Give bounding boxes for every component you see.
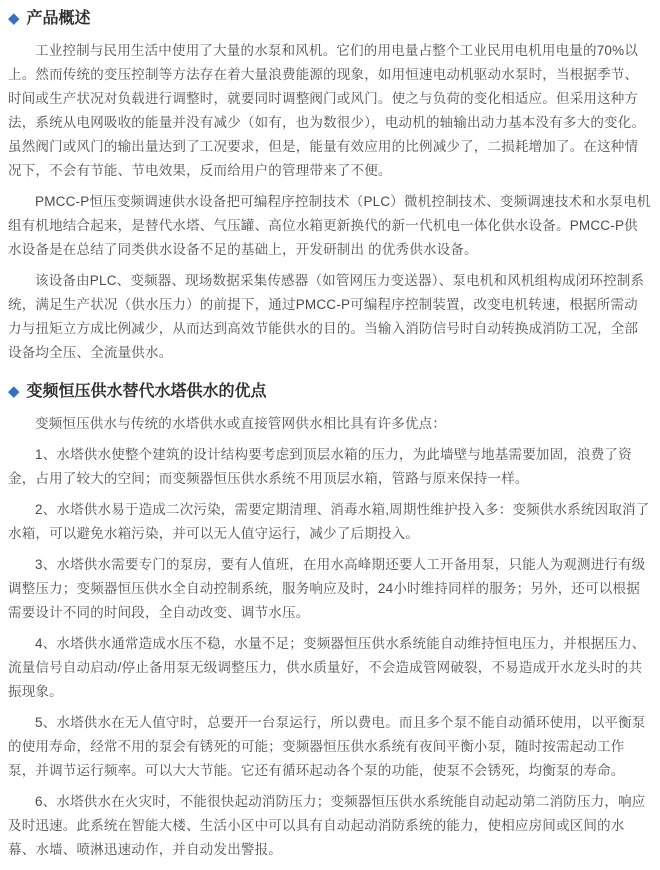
- paragraph-overview-1: 工业控制与民用生活中使用了大量的水泵和风机。它们的用电量占整个工业民用电机用电量的70%以上。然而传统的变压控制等方法存在着大量浪费能源的现象，如用恒速电动机驱动水泵时，当根据季节、时间或生产状况对负载进行调整时，就要同时调整阀门或风门。使之与负荷的变化相适应。但采用这种方法，系统从电网吸收的能量并没有减少（如有，也为数很少），电动机的轴输出动力基本没有多大的变化。虽然阀门或风门的输出量达到了工况要求，但是，能量有效应用的比例减少了，二损耗增加了。在这种情况下，不会有节能、节电效果，反而给用户的管理带来了不便。: [8, 43, 646, 178]
- section-title-advantages: 变频恒压供水替代水塔供水的优点: [26, 383, 267, 400]
- paragraph-advantage-item-6: 6、水塔供水在火灾时，不能很快起动消防压力；变频器恒压供水系统能自动起动第二消防压力，响应及时迅速。此系统在智能大楼、生活小区中可以具有自动起动消防系统的能力，使相应房间或区间的水幕、水墙、喷淋迅速动作，并自动发出警报。: [8, 794, 646, 857]
- paragraph-advantage-item-2: 2、水塔供水易于造成二次污染，需要定期清理、消毒水箱,周期性维护投入多：变频供水系统因取消了水箱，可以避免水箱污染，并可以无人值守运行，减少了后期投入。: [8, 502, 650, 541]
- paragraph-advantage-item-5: 5、水塔供水在无人值守时，总要开一台泵运行，所以费电。而且多个泵不能自动循环使用，以平衡泵的使用寿命，经常不用的泵会有锈死的可能；变频器恒压供水系统有夜间平衡小泵，随时按需起动工作泵，并调节运行频率。可以大大节能。它还有循环起动各个泵的功能，使泵不会锈死，均衡泵的寿命。: [8, 715, 646, 778]
- diamond-bullet-icon: ◆: [8, 9, 20, 27]
- paragraph-advantage-item-1: 1、水塔供水使整个建筑的设计结构要考虑到顶层水箱的压力，为此墙壁与地基需要加固，浪费了资金，占用了较大的空间；而变频器恒压供水系统不用顶层水箱，管路与原来保持一样。: [8, 447, 632, 486]
- paragraph-overview-2: PMCC-P恒压变频调速供水设备把可编程序控制技术（PLC）微机控制技术、变频调速技术和水泵电机组有机地结合起来，是替代水塔、气压罐、高位水箱更新换代的新一代机电一体化供水设备。PMCC-P供水设备是在总结了同类供水设备不足的基础上，开发研制出 的优秀供水设备。: [8, 194, 651, 257]
- paragraph-advantages-intro: 变频恒压供水与传统的水塔供水或直接管网供水相比具有许多优点：: [35, 416, 446, 431]
- paragraph-overview-3: 该设备由PLC、变频器、现场数据采集传感器（如管网压力变送器）、泵电机和风机组构成闭环控制系统，满足生产状况（供水压力）的前提下，通过PMCC-P可编程序控制装置，改变电机转速，根据所需动力与扭矩立方成比例减少，从而达到高效节能供水的目的。当输入消防信号时自动转换成消防工况，全部设备均全压、全流量供水。: [8, 273, 645, 360]
- paragraph-advantage-item-4: 4、水塔供水通常造成水压不稳，水量不足；变频器恒压供水系统能自动维持恒电压力，并根据压力、流量信号自动启动/停止备用泵无级调整压力，供水质量好，不会造成管网破裂，不易造成开水龙头时的共振现象。: [8, 636, 646, 699]
- section-title-overview: 产品概述: [26, 10, 91, 27]
- section-heading-advantages: [8, 381, 651, 403]
- section-heading-overview: [8, 8, 651, 30]
- paragraph-advantage-item-3: 3、水塔供水需要专门的泵房，要有人值班，在用水高峰期还要人工开备用泵，只能人为观测进行有级调整压力；变频器恒压供水全自动控制系统，服务响应及时，24小时维持同样的服务；另外，还可以根据需要设计不同的时间段，全自动改变、调节水压。: [8, 557, 646, 620]
- diamond-bullet-icon: ◆: [8, 382, 20, 400]
